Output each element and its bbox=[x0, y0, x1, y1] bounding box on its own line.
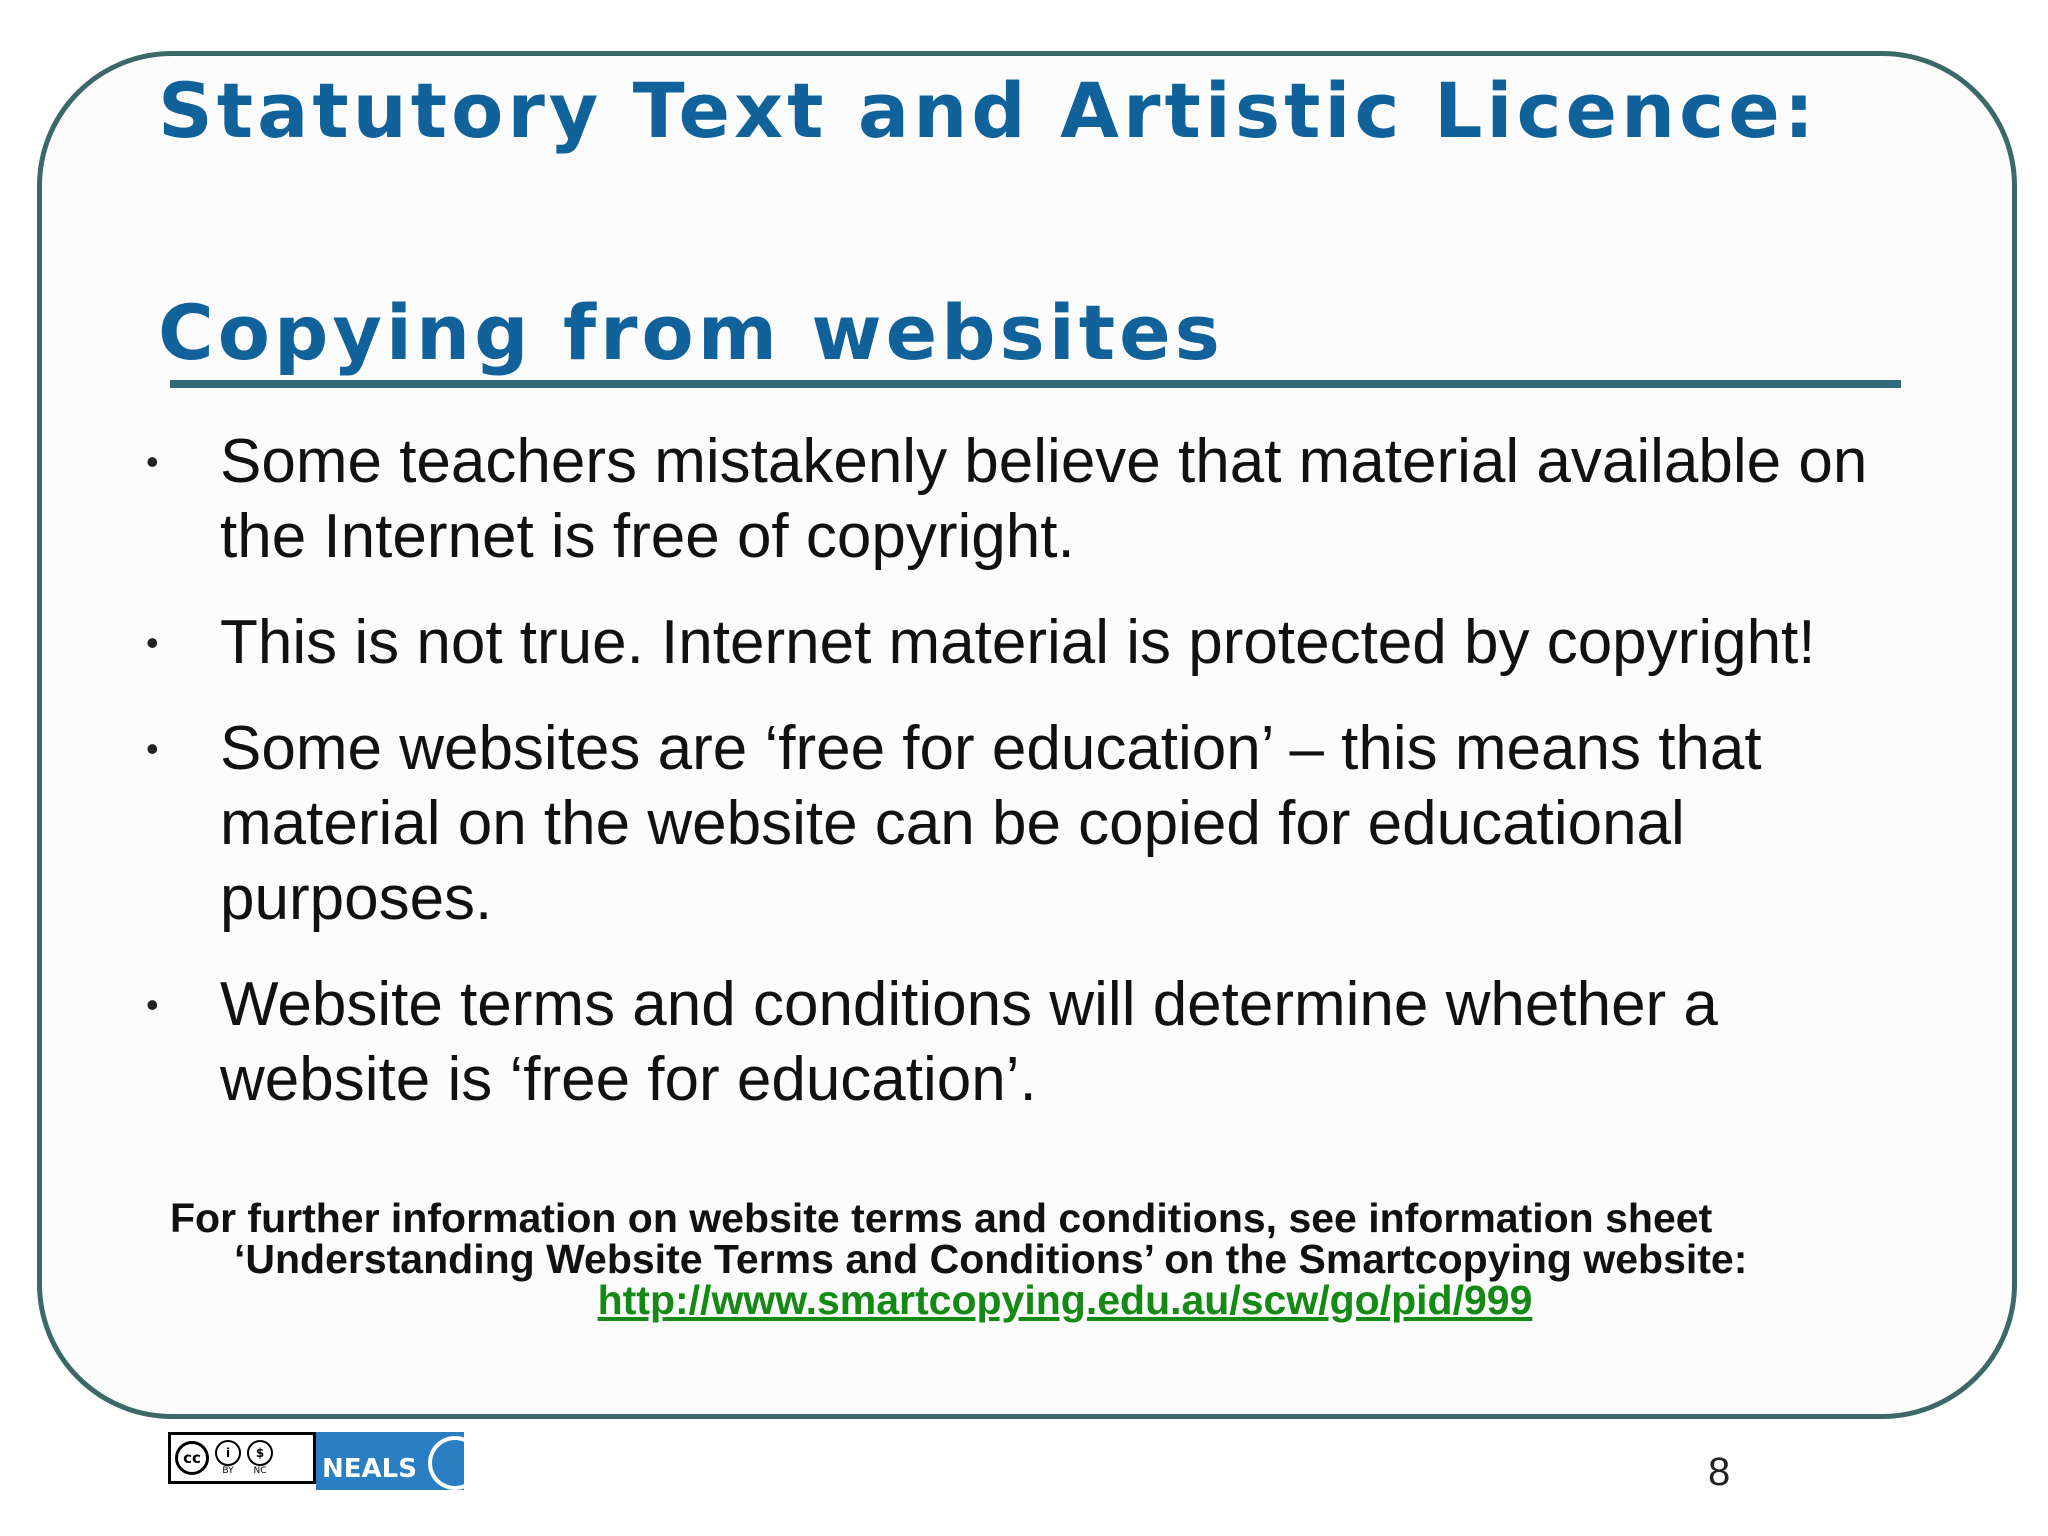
bullet-dot-icon: • bbox=[146, 984, 159, 1025]
bullet-text: Some websites are ‘free for education’ – this means that material on the website can be copied for educational purposes. bbox=[220, 714, 1762, 933]
bullet-item bbox=[140, 711, 1930, 936]
cc-by-icon: i bbox=[215, 1440, 241, 1466]
bullet-dot-icon: • bbox=[146, 441, 159, 482]
cc-icon: cc bbox=[175, 1441, 209, 1475]
cc-nc-icon: $ bbox=[247, 1440, 273, 1466]
bullet-item bbox=[140, 605, 1930, 680]
footer-logos bbox=[168, 1432, 464, 1490]
smartcopying-link[interactable]: http://www.smartcopying.edu.au/scw/go/pid/999 bbox=[597, 1277, 1533, 1323]
bullet-item bbox=[140, 967, 1930, 1117]
page-number: 8 bbox=[1708, 1450, 1731, 1494]
title-underline bbox=[170, 380, 1901, 388]
bullet-list bbox=[140, 424, 1930, 1148]
further-info-line1: For further information on website terms and conditions, see information sheet bbox=[170, 1195, 1713, 1241]
further-info bbox=[170, 1195, 1930, 1323]
neals-logo bbox=[316, 1432, 464, 1490]
slide-title-line2: Copying from websites bbox=[158, 288, 1224, 377]
neals-label: NEALS bbox=[322, 1454, 417, 1484]
creative-commons-badge bbox=[168, 1432, 316, 1484]
cc-nc-label: NC bbox=[253, 1466, 267, 1476]
bullet-text: Some teachers mistakenly believe that material available on the Internet is free of copyright. bbox=[220, 427, 1868, 571]
cc-by-group bbox=[215, 1440, 241, 1476]
slide-title-line1: Statutory Text and Artistic Licence: bbox=[158, 66, 1819, 155]
cc-nc-group bbox=[247, 1440, 273, 1476]
bullet-dot-icon: • bbox=[146, 622, 159, 663]
neals-arc-icon bbox=[428, 1436, 464, 1490]
bullet-item bbox=[140, 424, 1930, 574]
further-info-line2: ‘Understanding Website Terms and Conditions’ on the Smartcopying website: bbox=[234, 1236, 1748, 1282]
bullet-text: Website terms and conditions will determine whether a website is ‘free for education’. bbox=[220, 970, 1718, 1114]
bullet-text: This is not true. Internet material is protected by copyright! bbox=[220, 608, 1816, 677]
cc-by-label: BY bbox=[222, 1466, 234, 1476]
further-info-link-line bbox=[170, 1277, 1930, 1323]
bullet-dot-icon: • bbox=[146, 728, 159, 769]
